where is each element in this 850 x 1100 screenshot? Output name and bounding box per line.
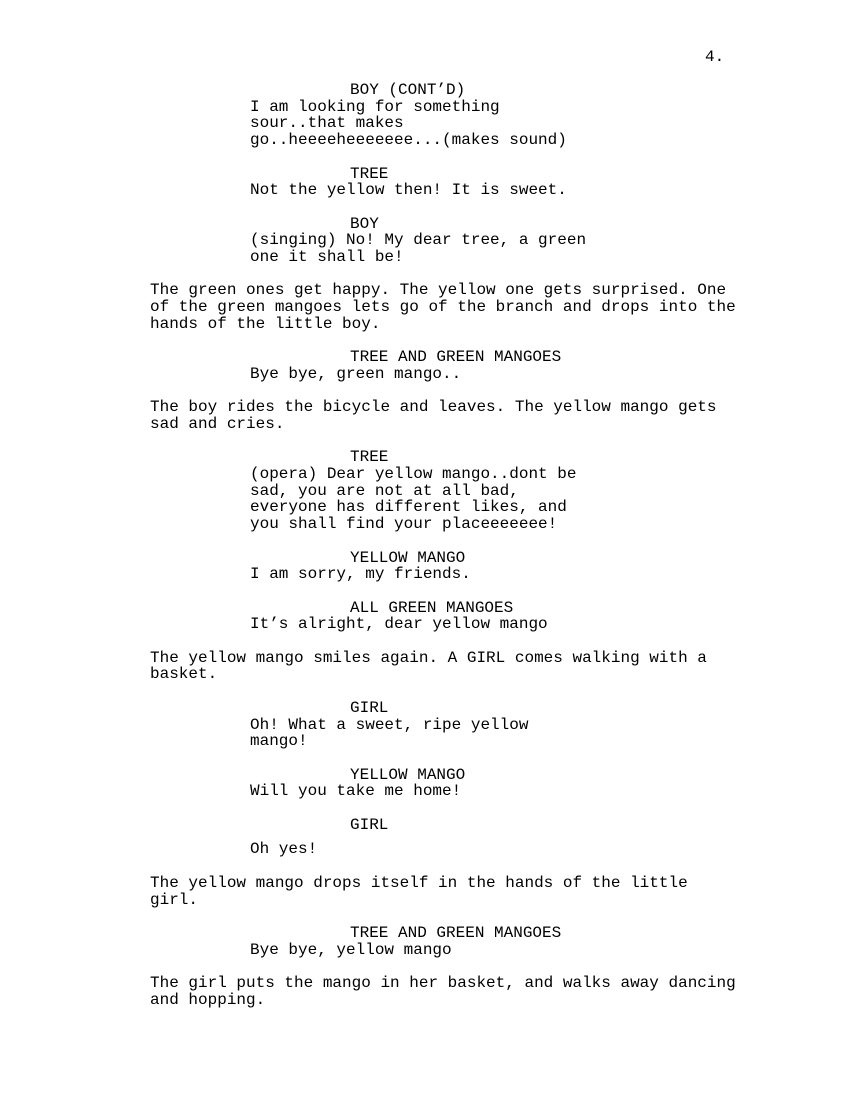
dialogue: Oh yes! bbox=[250, 840, 318, 859]
action-line: The yellow mango drops itself in the hands of the little girl. bbox=[150, 873, 688, 909]
action-line: The green ones get happy. The yellow one gets surprised. One of the green mangoes lets go of the branch and drops into the hands of the little boy. bbox=[150, 281, 736, 333]
character-cue: BOY (CONT’D) bbox=[350, 81, 466, 99]
character-cue: TREE AND GREEN MANGOES bbox=[350, 923, 562, 942]
dialogue: Will you take me home! bbox=[250, 782, 462, 801]
dialogue: I am looking for something sour..that makes go..heeeeheeeeeee...(makes sound) bbox=[250, 97, 567, 150]
character-cue: GIRL bbox=[350, 698, 389, 717]
dialogue: (opera) Dear yellow mango..dont be sad, you are not at all bad, everyone has different likes, and you shall find your placeeeeeee! bbox=[250, 465, 577, 534]
dialogue: Not the yellow then! It is sweet. bbox=[250, 181, 567, 200]
page-number: 4. bbox=[705, 48, 725, 66]
character-cue: YELLOW MANGO bbox=[350, 765, 466, 784]
character-cue: GIRL bbox=[350, 815, 389, 834]
character-cue: YELLOW MANGO bbox=[350, 548, 466, 567]
character-cue: TREE bbox=[350, 164, 389, 183]
character-cue: ALL GREEN MANGOES bbox=[350, 598, 514, 617]
script-body bbox=[0, 82, 850, 1008]
character-cue: BOY bbox=[350, 214, 379, 233]
action-line: The yellow mango smiles again. A GIRL comes walking with a basket. bbox=[150, 648, 707, 684]
dialogue: Oh! What a sweet, ripe yellow mango! bbox=[250, 715, 529, 751]
dialogue: I am sorry, my friends. bbox=[250, 565, 471, 584]
dialogue: (singing) No! My dear tree, a green one it shall be! bbox=[250, 231, 587, 266]
dialogue: Bye bye, green mango.. bbox=[250, 364, 462, 383]
dialogue: Bye bye, yellow mango bbox=[250, 940, 452, 959]
dialogue: It’s alright, dear yellow mango bbox=[250, 615, 548, 634]
character-cue: TREE AND GREEN MANGOES bbox=[350, 348, 562, 367]
action-line: The girl puts the mango in her basket, and walks away dancing and hopping. bbox=[150, 974, 736, 1009]
character-cue: TREE bbox=[350, 448, 389, 467]
action-line: The boy rides the bicycle and leaves. The yellow mango gets sad and cries. bbox=[150, 398, 717, 433]
